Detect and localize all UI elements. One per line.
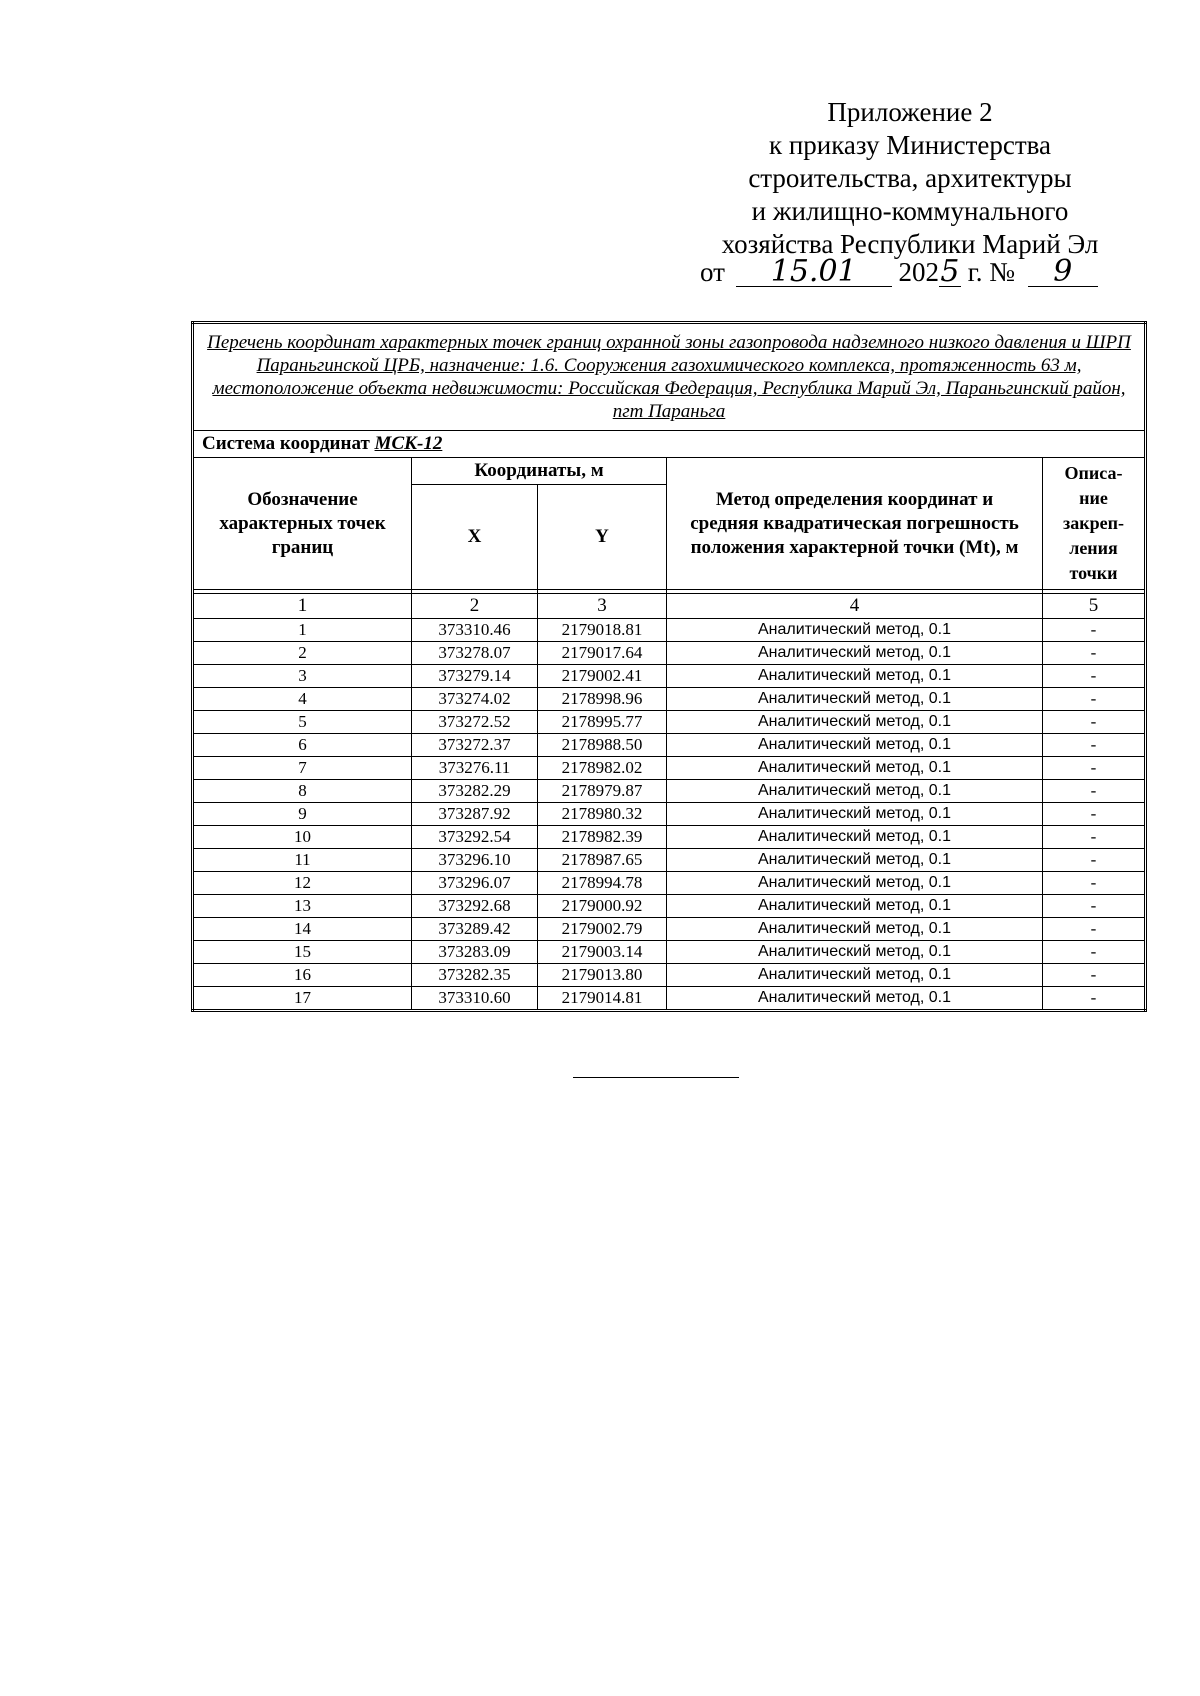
column-number: 3 [538,594,667,619]
order-date-line [700,256,1120,289]
x-coordinate-cell: 373310.46 [412,619,538,642]
description-cell: - [1043,711,1146,734]
point-number-cell: 17 [193,987,412,1011]
description-cell: - [1043,826,1146,849]
description-cell: - [1043,642,1146,665]
point-number-cell: 1 [193,619,412,642]
method-cell: Аналитический метод, 0.1 [667,918,1043,941]
point-number-cell: 9 [193,803,412,826]
method-cell: Аналитический метод, 0.1 [667,757,1043,780]
description-cell: - [1043,619,1146,642]
description-cell: - [1043,665,1146,688]
handwritten-order-number: 9 [1028,258,1098,287]
x-coordinate-cell: 373282.35 [412,964,538,987]
y-coordinate-cell: 2179018.81 [538,619,667,642]
table-row [193,849,1146,872]
column-header-coordinates: Координаты, м [412,458,667,485]
description-cell: - [1043,757,1146,780]
coordinate-system-label: Система координат [202,433,370,454]
method-cell: Аналитический метод, 0.1 [667,688,1043,711]
x-coordinate-cell: 373279.14 [412,665,538,688]
x-coordinate-cell: 373296.07 [412,872,538,895]
column-header-method: Метод определения координат и средняя квадратическая погрешность положения характерной точки (Mt), м [667,458,1043,590]
x-coordinate-cell: 373282.29 [412,780,538,803]
description-cell: - [1043,964,1146,987]
y-coordinate-cell: 2179013.80 [538,964,667,987]
table-body [193,619,1146,1011]
column-number: 1 [193,594,412,619]
method-cell: Аналитический метод, 0.1 [667,734,1043,757]
method-cell: Аналитический метод, 0.1 [667,780,1043,803]
coordinate-system-value: МСК-12 [374,433,443,454]
header-line-appendix: Приложение 2 [827,97,993,127]
table-row [193,619,1146,642]
table-row [193,757,1146,780]
method-cell: Аналитический метод, 0.1 [667,711,1043,734]
description-cell: - [1043,872,1146,895]
method-cell: Аналитический метод, 0.1 [667,642,1043,665]
table-row [193,803,1146,826]
y-coordinate-cell: 2179000.92 [538,895,667,918]
column-header-point: Обозначение характерных точек границ [193,458,412,590]
x-coordinate-cell: 373272.37 [412,734,538,757]
table-row [193,872,1146,895]
method-cell: Аналитический метод, 0.1 [667,665,1043,688]
method-cell: Аналитический метод, 0.1 [667,987,1043,1011]
column-number: 5 [1043,594,1146,619]
table-title: Перечень координат характерных точек границ охранной зоны газопровода надземного низкого давления и ШРП Параньгинской ЦРБ, назначение: 1.6. Сооружения газохимического комплекса, протяженность 63 м, местоположение объекта недвижимости: Российская Федерация, Республика Марий Эл, Параньгинский район, пгт Параньга [193,323,1146,431]
header-line-ministry-1: строительства, архитектуры [748,163,1072,193]
column-header-y: Y [538,485,667,590]
column-header-x: X [412,485,538,590]
y-coordinate-cell: 2179014.81 [538,987,667,1011]
y-coordinate-cell: 2178982.02 [538,757,667,780]
table-row [193,665,1146,688]
point-number-cell: 2 [193,642,412,665]
point-number-cell: 7 [193,757,412,780]
description-cell: - [1043,803,1146,826]
x-coordinate-cell: 373276.11 [412,757,538,780]
header-line-ministry-2: и жилищно-коммунального [751,196,1069,226]
year-prefix: 202 [898,257,939,287]
point-number-cell: 10 [193,826,412,849]
y-coordinate-cell: 2178995.77 [538,711,667,734]
x-coordinate-cell: 373274.02 [412,688,538,711]
handwritten-year-digit: 5 [940,254,960,289]
x-coordinate-cell: 373292.68 [412,895,538,918]
method-cell: Аналитический метод, 0.1 [667,941,1043,964]
description-cell: - [1043,895,1146,918]
table-row [193,642,1146,665]
method-cell: Аналитический метод, 0.1 [667,872,1043,895]
x-coordinate-cell: 373296.10 [412,849,538,872]
header-line-ministry-3: хозяйства Республики Марий Эл [721,229,1099,259]
table-row [193,895,1146,918]
handwritten-date: 15.01 [736,258,892,287]
point-number-cell: 13 [193,895,412,918]
y-coordinate-cell: 2178982.39 [538,826,667,849]
header-line-order: к приказу Министерства [768,130,1052,160]
x-coordinate-cell: 373289.42 [412,918,538,941]
description-cell: - [1043,780,1146,803]
date-prefix: от [700,257,725,287]
y-coordinate-cell: 2178987.65 [538,849,667,872]
y-coordinate-cell: 2178979.87 [538,780,667,803]
column-number-row [193,594,1146,619]
x-coordinate-cell: 373283.09 [412,941,538,964]
year-suffix: г. № [967,257,1015,287]
table-row [193,711,1146,734]
coordinates-table [191,321,1147,1012]
x-coordinate-cell: 373292.54 [412,826,538,849]
coordinate-system-row [193,431,1146,458]
point-number-cell: 11 [193,849,412,872]
description-cell: - [1043,688,1146,711]
x-coordinate-cell: 373278.07 [412,642,538,665]
x-coordinate-cell: 373310.60 [412,987,538,1011]
point-number-cell: 8 [193,780,412,803]
y-coordinate-cell: 2178980.32 [538,803,667,826]
point-number-cell: 6 [193,734,412,757]
y-coordinate-cell: 2178998.96 [538,688,667,711]
method-cell: Аналитический метод, 0.1 [667,895,1043,918]
end-separator-line [573,1077,739,1078]
description-cell: - [1043,734,1146,757]
column-number: 2 [412,594,538,619]
table-row [193,734,1146,757]
point-number-cell: 12 [193,872,412,895]
y-coordinate-cell: 2179003.14 [538,941,667,964]
table-row [193,964,1146,987]
table-row [193,688,1146,711]
y-coordinate-cell: 2178994.78 [538,872,667,895]
appendix-header [690,96,1130,261]
method-cell: Аналитический метод, 0.1 [667,964,1043,987]
point-number-cell: 5 [193,711,412,734]
description-cell: - [1043,987,1146,1011]
point-number-cell: 16 [193,964,412,987]
table-row [193,780,1146,803]
y-coordinate-cell: 2179002.41 [538,665,667,688]
method-cell: Аналитический метод, 0.1 [667,849,1043,872]
description-cell: - [1043,849,1146,872]
point-number-cell: 15 [193,941,412,964]
method-cell: Аналитический метод, 0.1 [667,803,1043,826]
point-number-cell: 4 [193,688,412,711]
x-coordinate-cell: 373272.52 [412,711,538,734]
table-row [193,826,1146,849]
description-cell: - [1043,918,1146,941]
column-number: 4 [667,594,1043,619]
point-number-cell: 14 [193,918,412,941]
method-cell: Аналитический метод, 0.1 [667,619,1043,642]
point-number-cell: 3 [193,665,412,688]
y-coordinate-cell: 2178988.50 [538,734,667,757]
table-row [193,987,1146,1011]
description-cell: - [1043,941,1146,964]
method-cell: Аналитический метод, 0.1 [667,826,1043,849]
y-coordinate-cell: 2179002.79 [538,918,667,941]
table-row [193,918,1146,941]
column-header-description: Описа- ние закреп- ления точки [1043,458,1146,590]
x-coordinate-cell: 373287.92 [412,803,538,826]
table-row [193,941,1146,964]
y-coordinate-cell: 2179017.64 [538,642,667,665]
